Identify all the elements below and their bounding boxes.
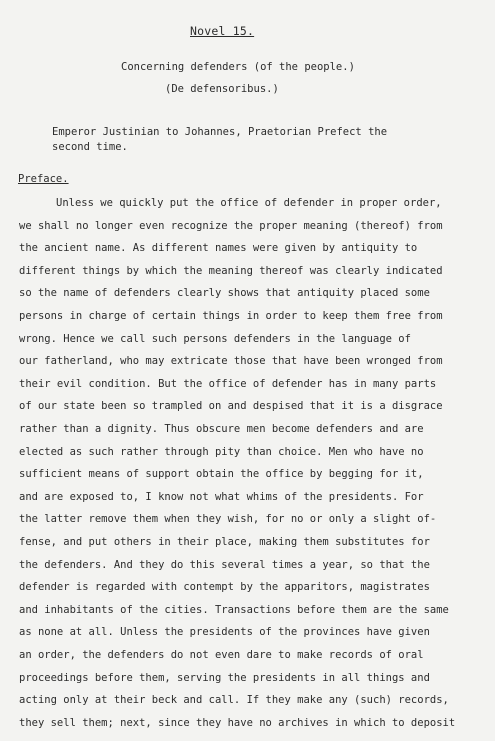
body-line: of our state been so trampled on and despised that it is a disgrace [19,400,443,413]
body-line: the ancient name. As different names were given by antiquity to [19,242,418,255]
body-line: Unless we quickly put the office of defender in proper order, [56,197,442,209]
body-line: an order, the defenders do not even dare to make records of oral [19,649,424,661]
body-line: different things by which the meaning thereof was clearly indicated [19,264,443,277]
document-subtitle: Concerning defenders (of the people.) [121,61,355,73]
body-line: persons in charge of certain things in order to keep them free from [19,310,443,322]
document-title: Novel 15. [190,24,255,38]
section-heading: Preface. [18,173,69,185]
body-line: elected as such rather through pity than choice. Men who have no [19,445,424,458]
body-line: their evil condition. But the office of defender has in many parts [19,377,437,390]
body-line: the defenders. And they do this several times a year, so that the [19,558,430,571]
address-line: Emperor Justinian to Johannes, Praetorian Prefect the [52,126,388,138]
body-line: wrong. Hence we call such persons defenders in the language of [19,332,411,345]
body-line: defender is regarded with contempt by the apparitors, magistrates [19,581,430,594]
body-line: sufficient means of support obtain the office by begging for it, [19,468,424,481]
body-line: as none at all. Unless the presidents of the provinces have given [19,626,430,639]
latin-title: (De defensoribus.) [165,83,279,95]
body-line: the latter remove them when they wish, for no or only a slight of- [19,513,437,526]
body-line: proceedings before them, serving the presidents in all things and [19,671,430,684]
body-line: so the name of defenders clearly shows that antiquity placed some [19,287,430,300]
body-line: fense, and put others in their place, making them substitutes for [19,536,430,548]
body-line: our fatherland, who may extricate those that have been wronged from [19,355,443,368]
body-line: and inhabitants of the cities. Transactions before them are the same [19,603,449,616]
body-line: they sell them; next, since they have no archives in which to deposit [19,716,456,729]
body-line: we shall no longer even recognize the proper meaning (thereof) from [19,219,443,232]
body-line: rather than a dignity. Thus obscure men become defenders and are [19,423,424,435]
body-line: acting only at their beck and call. If they make any (such) records, [19,694,449,707]
body-line: and are exposed to, I know not what whims of the presidents. For [19,490,424,503]
address-line: second time. [52,141,128,153]
